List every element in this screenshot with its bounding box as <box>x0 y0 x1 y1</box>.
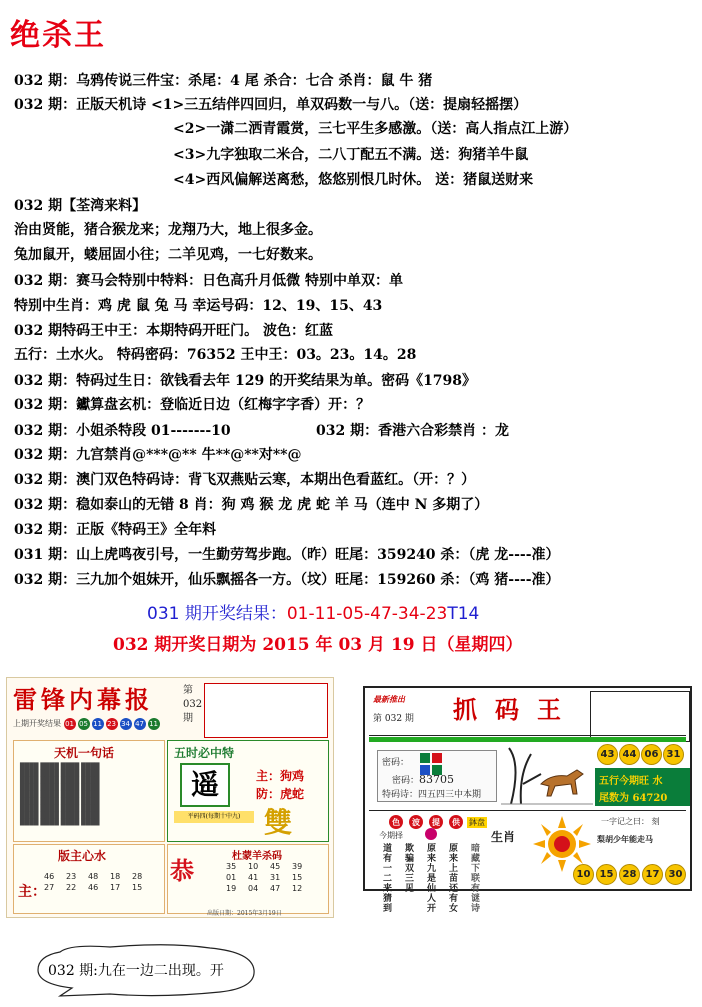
kill-grid: 35 10 45 39 01 41 31 15 19 04 47 12 <box>226 862 303 893</box>
text-line: 032 期：小姐杀特段 01-------10 <box>14 423 231 439</box>
five-line-1: 五行今期旺 水 <box>599 776 663 787</box>
text-line: 032 期：三九加个姐妹开，仙乐飘摇各一方。（坟）旺尾：159260 杀：（鸡 猪----准） <box>14 572 560 588</box>
logo-block <box>420 753 430 763</box>
green-bar <box>369 737 686 742</box>
left-newspaper-image <box>6 677 334 918</box>
section-tab: 波 <box>409 815 423 829</box>
kill-box-title: 杜蒙羊杀码 <box>232 851 282 862</box>
top-ball: 31 <box>663 744 684 765</box>
top-ball: 44 <box>619 744 640 765</box>
right-paper-title: 抓码王 <box>453 695 579 724</box>
text-line: 032 期：钀算盘玄机：登临近日边（红梅字字香）开：？ <box>14 397 371 413</box>
text-line: 032 期特码王中王：本期特码开旺门。 波色：红蓝 <box>14 323 333 339</box>
left-paper-five-box <box>167 740 329 842</box>
result-ball: 34 <box>121 720 130 728</box>
text-line: 032 期【荃湾来料】 <box>14 198 147 214</box>
logo-block <box>432 753 442 763</box>
section-tab: 供 <box>449 815 463 829</box>
text-line: 治由贤能，猪合猴龙来；龙翔乃大，地上很多金。 <box>14 222 322 238</box>
bottom-ball: 10 <box>573 864 594 885</box>
main-pick: 主：狗鸡 <box>256 769 305 783</box>
text-line: 032 期：九宫禁肖@***@** 牛**@**对**@ <box>14 447 302 463</box>
verse-col: 欺骗双三见 <box>405 844 415 894</box>
jinqi-label: 今期择 <box>379 831 403 840</box>
text-line: <4>西风偏解送离愁，悠悠别恨几时休。 送：猪鼠送财来 <box>173 172 534 188</box>
text-line: 032 期：稳如泰山的无错 8 肖：狗 鸡 猴 龙 虎 蛇 羊 马（连中 N 多期了） <box>14 497 489 513</box>
section-tab: 提 <box>429 815 443 829</box>
shengxiao-label: 生肖 <box>491 830 516 844</box>
verse-note: 一字记之曰： 刻 <box>601 817 660 826</box>
pick-dot <box>425 828 437 840</box>
tab-extra: 鉢盘 <box>469 818 485 827</box>
bottom-ball: 28 <box>619 864 640 885</box>
mima-value: 密码：83705 <box>392 773 455 786</box>
text-line: 032 期：澳门双色特码诗：背飞双燕贴云寒，本期出色看蓝红。（开：？） <box>14 472 476 488</box>
text-line: <2>一潇二洒青霞赏，三七平生多感激。（送：高人指点江上游） <box>173 121 578 137</box>
big-char-box <box>180 763 230 807</box>
text-line: 032 期：香港六合彩禁肖 ：龙 <box>316 423 509 439</box>
left-paper-empty-box <box>204 683 328 738</box>
big-char: 遥 <box>190 768 219 801</box>
bottom-ball: 17 <box>642 864 663 885</box>
divider <box>369 810 686 811</box>
page-title: 绝杀王 <box>10 18 106 53</box>
draw-result-label: 031 期开奖结果： <box>147 604 287 624</box>
guard-pick: 防：虎蛇 <box>256 787 305 801</box>
right-newspaper-image <box>363 686 692 914</box>
result-ball: 05 <box>79 720 88 728</box>
text-line: 032 期：正版《特码王》全年料 <box>14 522 217 538</box>
right-paper-issue: 第 032 期 <box>373 714 414 724</box>
bottom-ball: 15 <box>596 864 617 885</box>
five-line-2: 尾数为 64720 <box>599 793 668 804</box>
text-line: 032 期：正版天机诗 <1>三五结伴四回归，单双码数一与八。（送：提扇轻摇摆） <box>14 97 528 113</box>
bubble-text: 032 期:九在一边二出现。开 <box>48 963 224 979</box>
text-line: 032 期：赛马会特别中特料：日色高升月低微 特别中单双：单 <box>14 273 403 289</box>
verse: 梨胡少年能走马 <box>597 834 653 844</box>
verse-col: 道有一二来猜到 <box>383 844 393 914</box>
result-ball: 47 <box>135 720 144 728</box>
result-ball: 11 <box>93 720 102 728</box>
code-label: 平码四(每期十中九) <box>174 811 254 823</box>
poem: 特码诗：四五四三中本期 <box>382 790 482 800</box>
divider <box>369 735 686 736</box>
text-line: 032 期：特码过生日：欲钱看去年 129 的开奖结果为单。密码《1798》 <box>14 373 477 389</box>
draw-date: 032 期开奖日期为 2015 年 03 月 19 日（星期四） <box>113 635 523 655</box>
result-ball: 01 <box>65 720 74 728</box>
left-paper-result-strip <box>13 718 183 734</box>
verse-col: 原来上苗还有女 <box>449 844 459 914</box>
bottom-ball: 30 <box>665 864 686 885</box>
text-line: <3>九字独取二米合，二八丁配五不满。送：狗猪羊牛鼠 <box>173 147 529 163</box>
text-line: 特别中生肖：鸡 虎 鼠 兔 马 幸运号码：12、19、15、43 <box>14 298 383 314</box>
mod-zhu: 主： <box>18 884 46 900</box>
left-paper-mod-box <box>13 844 165 914</box>
text-line: 五行：土水火。 特码密码：76352 王中王：03。23。14。28 <box>14 347 417 363</box>
left-paper-kill-box <box>167 844 329 914</box>
horse-tree-illustration <box>501 744 593 806</box>
oracle-lines: ████ ████ ████ ████ ████ ████ ████ ████ ████ ████ ████ ████ ████ ████ ████ ████ ████ ████ ████ ████ ████ ████ ████ ████ ████ ████ ████ ████ ████ ████ ████ ████ ████ ████ ████ ████ <box>20 763 100 826</box>
left-paper-title: 雷锋内幕报 <box>13 685 153 714</box>
result-ball: 23 <box>107 720 116 728</box>
left-paper-footer: 出版日期：2015年3月19日 <box>207 910 282 917</box>
oracle-box-title: 天机一句话 <box>54 746 115 760</box>
text-line: 031 期：山上虎鸣夜引号，一生勤劳驾步跑。（昨）旺尾：359240 杀：（虎 龙----准） <box>14 547 560 563</box>
left-paper-issue: 第032期 <box>183 685 203 724</box>
mod-box-title: 版主心水 <box>58 849 107 863</box>
text-line: 兔加鼠开，蝼屈固小往；二羊见鸡，一七好数来。 <box>14 247 322 263</box>
draw-result-tail: T14 <box>447 604 480 624</box>
verse-col: 原来九是仙人开 <box>427 844 437 914</box>
top-ball: 06 <box>641 744 662 765</box>
text-line: 032 期：乌鸦传说三件宝：杀尾：4 尾 杀合：七合 杀肖：鼠 牛 猪 <box>14 73 433 89</box>
big-char-2: 雙 <box>264 806 293 839</box>
five-element-box <box>595 768 690 806</box>
section-tab: 色 <box>389 815 403 829</box>
verse-col: 暗藏下联有谜诗 <box>471 844 481 914</box>
mima-label: 密码： <box>382 758 410 768</box>
code-box <box>377 750 497 802</box>
strip-label: 上期开奖结果 <box>13 719 61 728</box>
result-ball: 11 <box>149 720 158 728</box>
draw-result <box>147 599 479 624</box>
left-paper-oracle-box <box>13 740 165 842</box>
five-box-title: 五时必中特 <box>174 746 235 760</box>
decor-char: 恭 <box>170 856 194 885</box>
right-paper-tag: 最新推出 <box>373 694 405 704</box>
mod-grid: 46 23 48 18 28 27 22 46 17 15 <box>44 872 143 892</box>
top-ball: 43 <box>597 744 618 765</box>
draw-result-numbers: 01-11-05-47-34-23 <box>286 604 448 624</box>
